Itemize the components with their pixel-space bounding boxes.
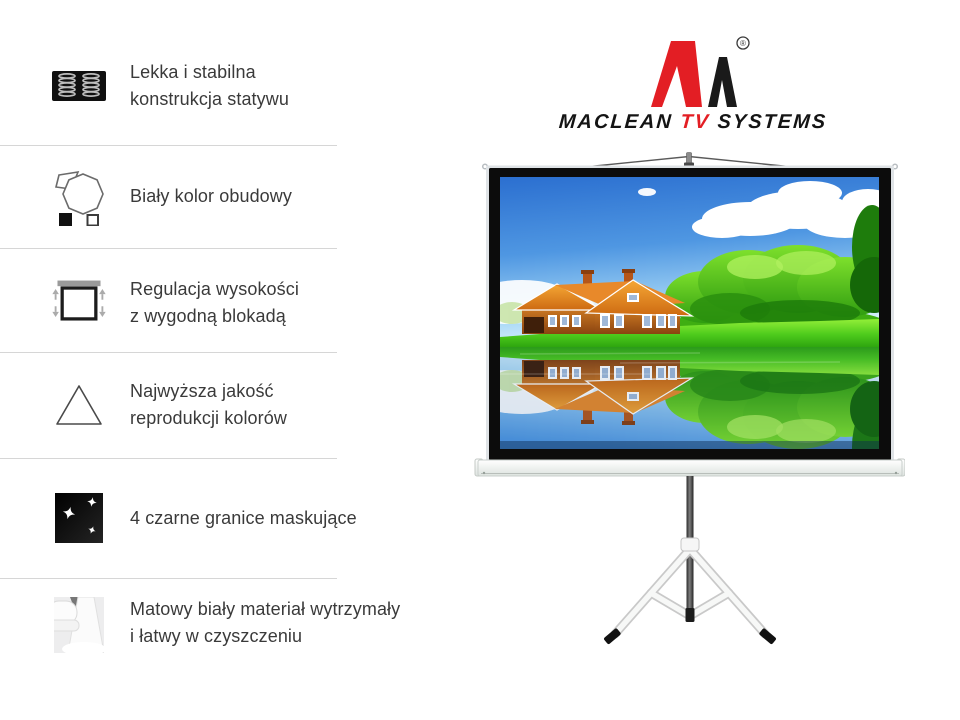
feature-text <box>130 596 400 650</box>
feature-line: Regulacja wysokości <box>130 278 299 299</box>
registered-mark: ® <box>740 39 746 48</box>
black-borders-icon <box>50 493 108 543</box>
feature-row-matte-material <box>0 578 470 720</box>
feature-line: Najwyższa jakość <box>130 381 274 401</box>
feature-line: z wygodną blokadą <box>130 305 286 326</box>
feature-row-color-quality <box>0 352 470 458</box>
height-adjust-icon <box>50 277 108 329</box>
wordmark-tv: TV <box>679 111 711 133</box>
wordmark-maclean: MACLEAN <box>558 111 674 133</box>
feature-row-housing-color <box>0 145 470 248</box>
wordmark-systems: SYSTEMS <box>716 111 828 133</box>
matte-material-icon <box>50 597 108 653</box>
feature-row-black-borders <box>0 458 470 578</box>
brand-logo <box>548 28 838 134</box>
feature-text <box>130 59 289 113</box>
housing-color-icon <box>50 168 108 226</box>
base-bar <box>475 459 905 476</box>
tripod <box>603 476 777 645</box>
feature-line: reprodukcji kolorów <box>130 408 287 428</box>
feature-text <box>130 276 299 330</box>
feature-line: 4 czarne granice maskujące <box>130 507 357 528</box>
feature-row-tripod-construction <box>0 0 470 145</box>
feature-text <box>130 505 357 532</box>
feature-line: Matowy biały materiał wytrzymały <box>130 599 401 619</box>
feature-line: konstrukcja statywu <box>130 88 289 109</box>
triangle-icon <box>50 383 108 427</box>
springs-icon <box>50 71 108 101</box>
brand-wordmark <box>547 111 839 134</box>
feature-text <box>130 183 292 210</box>
feature-line: Biały kolor obudowy <box>130 186 292 206</box>
feature-row-height-adjustment <box>0 248 470 352</box>
feature-text <box>130 378 287 432</box>
feature-line: Lekka i stabilna <box>130 61 256 82</box>
feature-line: i łatwy w czyszczeniu <box>130 626 303 646</box>
product-photo <box>465 150 905 720</box>
maclean-logo-mark-icon <box>633 28 753 110</box>
